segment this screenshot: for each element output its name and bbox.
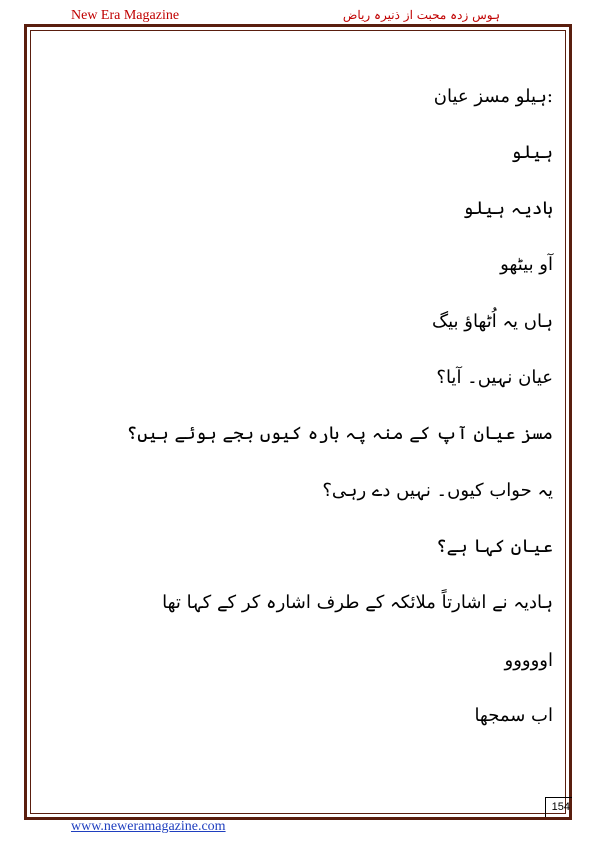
- page-number-box: [545, 797, 572, 817]
- text-line: :ہیلو مسز عیان: [433, 86, 553, 107]
- page-number: 154: [551, 801, 570, 813]
- page-border-inner: [30, 30, 566, 814]
- text-line: ہادیہ ہیلو: [462, 198, 553, 219]
- website-link[interactable]: www.neweramagazine.com: [71, 819, 226, 834]
- magazine-name: New Era Magazine: [71, 8, 180, 23]
- text-line: اب سمجھا: [474, 705, 553, 726]
- text-line: اووووو: [504, 650, 553, 671]
- text-line: عیان نہیں۔ آیا؟: [436, 367, 553, 388]
- text-line: مسز عیان آپ کے منہ پہ بارہ کیوں بجے ہوئے ہیں؟: [126, 423, 553, 444]
- text-line: ہادیہ نے اشارتاً ملائکہ کے طرف اشارہ کر کے کہا تھا: [162, 592, 553, 613]
- text-line: آو بیٹھو: [500, 254, 553, 275]
- text-line: ہاں یہ اُٹھاؤ بیگ: [431, 311, 553, 332]
- text-line: عیان کہا ہے؟: [436, 536, 553, 557]
- text-line: ہیلو: [510, 142, 553, 163]
- text-line: یہ حواب کیوں۔ نہیں دے رہی؟: [322, 480, 553, 501]
- novel-title: ہوس زدہ محبت از ذنیرہ ریاض: [342, 8, 500, 22]
